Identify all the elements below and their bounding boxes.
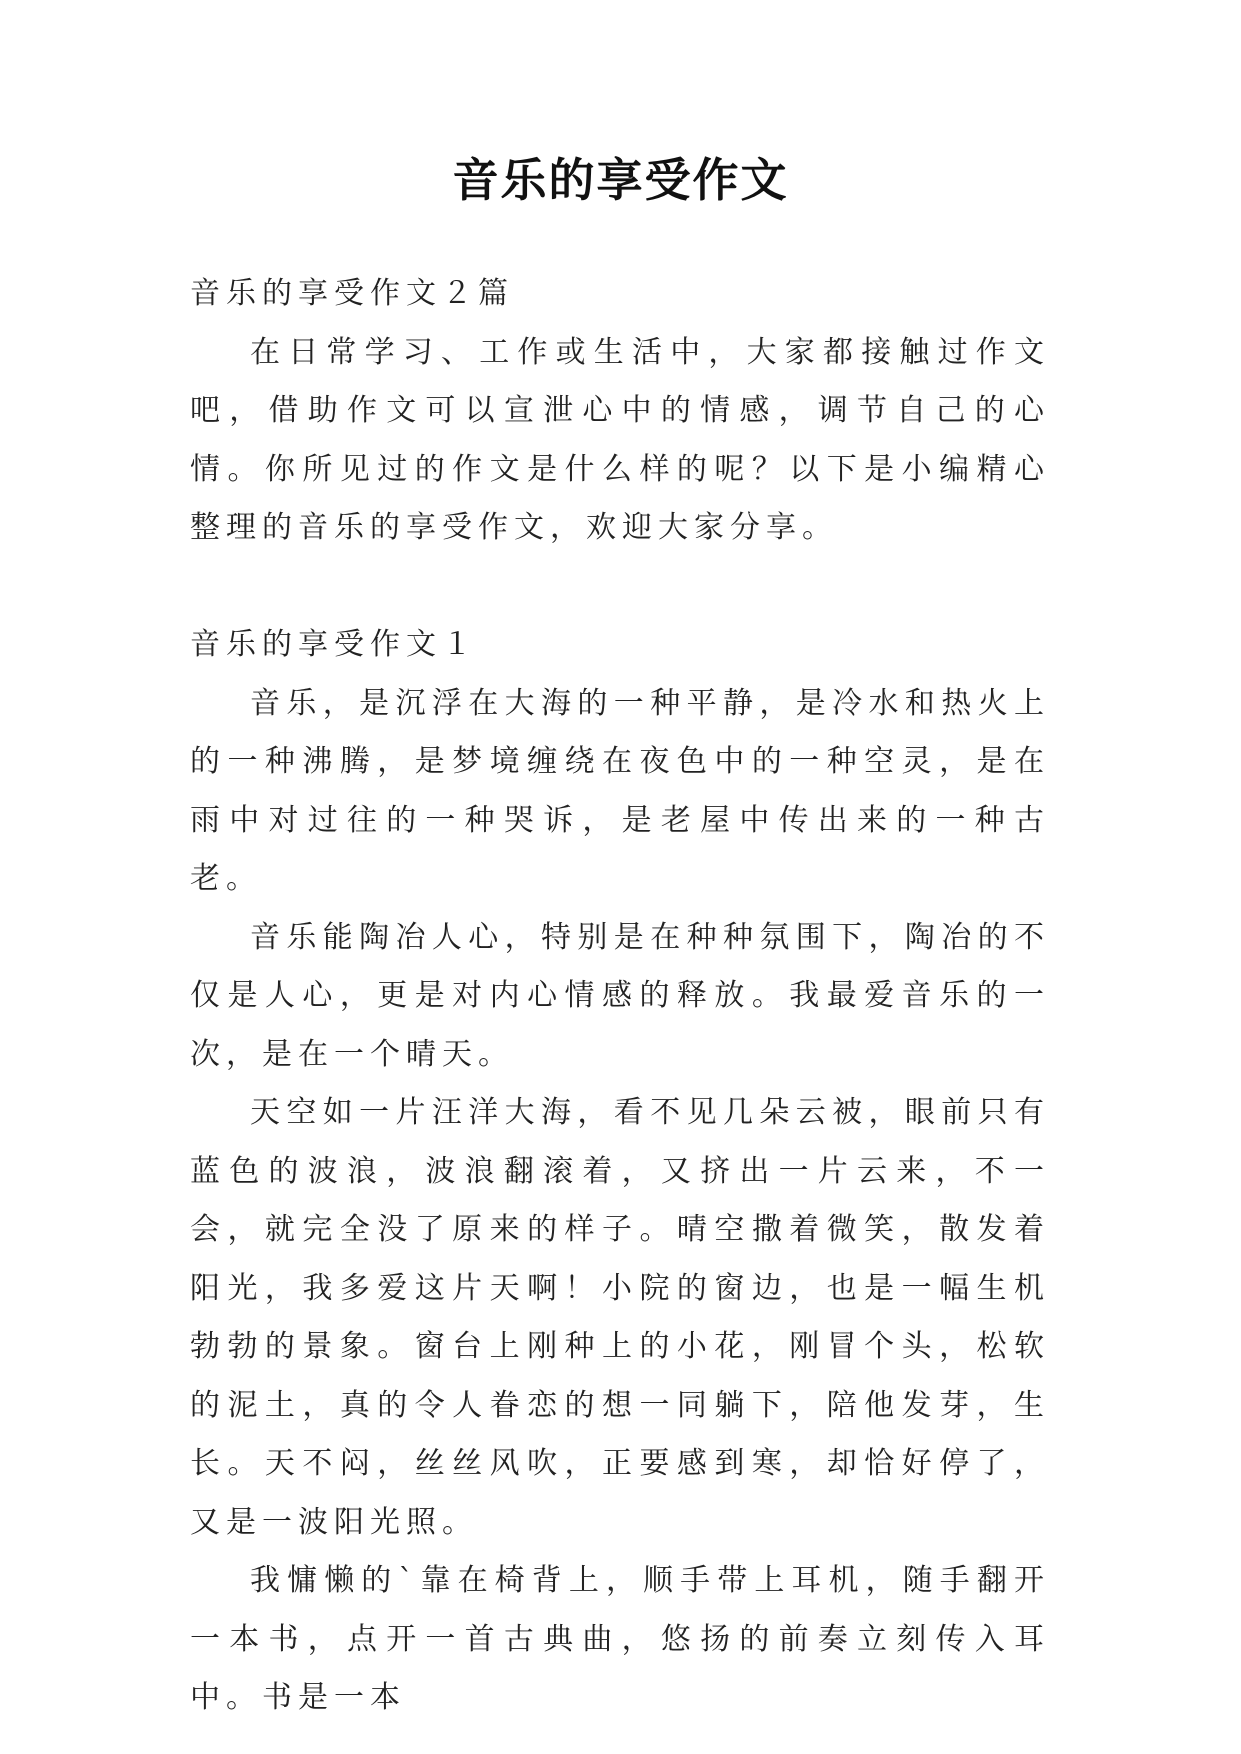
paragraph-spacer [190, 558, 1050, 617]
intro-paragraph: 在日常学习、工作或生活中，大家都接触过作文吧，借助作文可以宣泄心中的情感，调节自己的心情。你所见过的作文是什么样的呢？以下是小编精心整理的音乐的享受作文，欢迎大家分享。 [190, 334, 1050, 545]
body-paragraph-2: 音乐能陶冶人心，特别是在种种氛围下，陶冶的不仅是人心，更是对内心情感的释放。我最爱音乐的一次，是在一个晴天。 [190, 919, 1050, 1072]
body-paragraph-1: 音乐，是沉浮在大海的一种平静，是冷水和热火上的一种沸腾，是梦境缠绕在夜色中的一种空灵，是在雨中对过往的一种哭诉，是老屋中传出来的一种古老。 [190, 685, 1050, 896]
body-paragraph-3: 天空如一片汪洋大海，看不见几朵云被，眼前只有蓝色的波浪，波浪翻滚着，又挤出一片云来，不一会，就完全没了原来的样子。晴空撒着微笑，散发着阳光，我多爱这片天啊！小院的窗边，也是一幅生机勃勃的景象。窗台上刚种上的小花，刚冒个头，松软的泥土，真的令人眷恋的想一同躺下，陪他发芽，生长。天不闷，丝丝风吹，正要感到寒，却恰好停了，又是一波阳光照。 [190, 1095, 1050, 1540]
document-subtitle: 音乐的享受作文２篇 [190, 276, 514, 311]
section-heading: 音乐的享受作文１ [190, 627, 478, 662]
body-paragraph-4: 我慵懒的`靠在椅背上，顺手带上耳机，随手翻开一本书，点开一首古典曲，悠扬的前奏立刻传入耳中。书是一本 [190, 1563, 1050, 1715]
document-title: 音乐的享受作文 [452, 153, 789, 207]
document-body [190, 265, 1050, 1728]
